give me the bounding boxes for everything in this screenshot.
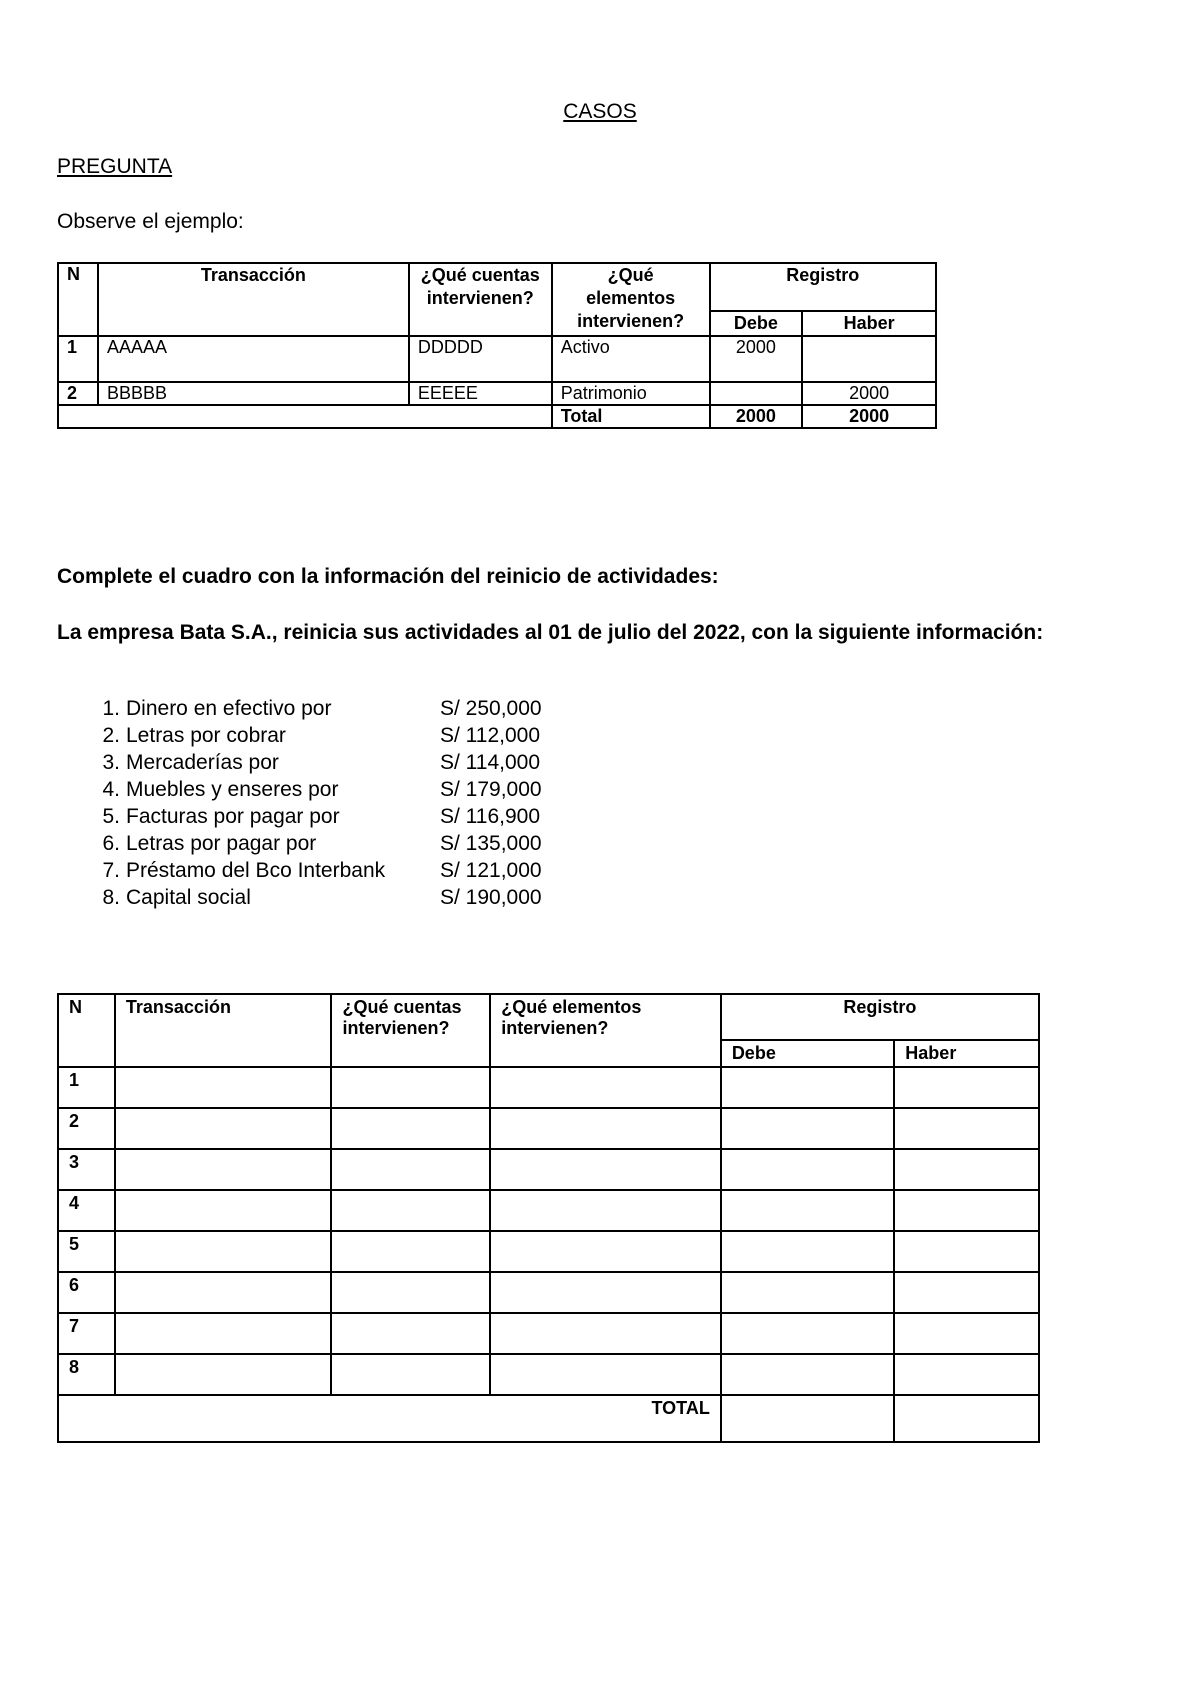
example-total-haber: 2000: [802, 405, 936, 428]
item-number: 8.: [102, 886, 120, 909]
item-amount: S/ 116,900: [440, 805, 541, 828]
example-row-haber: 2000: [802, 382, 936, 405]
total-debe-cell[interactable]: [721, 1395, 894, 1442]
item-amount: S/ 179,000: [440, 778, 542, 801]
debe-cell[interactable]: [721, 1149, 894, 1190]
example-row-elementos: Patrimonio: [552, 382, 710, 405]
item-label: Facturas por pagar por: [126, 805, 340, 828]
example-row-haber: [802, 336, 936, 382]
example-row-transaccion: BBBBB: [98, 382, 409, 405]
exercise-header-debe: Debe: [721, 1040, 894, 1067]
example-row-debe: [710, 382, 803, 405]
cuentas-cell[interactable]: [331, 1272, 490, 1313]
example-header-cuentas: ¿Qué cuentas intervienen?: [409, 263, 552, 336]
elementos-cell[interactable]: [490, 1190, 721, 1231]
example-total-debe: 2000: [710, 405, 803, 428]
example-header-registro: Registro: [710, 263, 936, 311]
row-number: 2: [58, 1108, 115, 1149]
haber-cell[interactable]: [894, 1272, 1039, 1313]
table-row: [58, 1067, 1039, 1108]
elementos-cell[interactable]: [490, 1231, 721, 1272]
debe-cell[interactable]: [721, 1231, 894, 1272]
exercise-header-transaccion: Transacción: [115, 994, 332, 1067]
item-number: 6.: [102, 832, 120, 855]
item-label: Muebles y enseres por: [126, 778, 339, 801]
table-row: [58, 1149, 1039, 1190]
item-label: Dinero en efectivo por: [126, 697, 332, 720]
item-number: 1.: [102, 697, 120, 720]
row-number: 8: [58, 1354, 115, 1395]
example-row-transaccion: AAAAA: [98, 336, 409, 382]
exercise-header-haber: Haber: [894, 1040, 1039, 1067]
cuentas-cell[interactable]: [331, 1231, 490, 1272]
haber-cell[interactable]: [894, 1231, 1039, 1272]
item-number: 7.: [102, 859, 120, 882]
transaccion-cell[interactable]: [115, 1190, 332, 1231]
exercise-header-cuentas: ¿Qué cuentas intervienen?: [331, 994, 490, 1067]
example-header-haber: Haber: [802, 311, 936, 336]
row-number: 5: [58, 1231, 115, 1272]
example-row-elementos: Activo: [552, 336, 710, 382]
cuentas-cell[interactable]: [331, 1149, 490, 1190]
item-amount: S/ 190,000: [440, 886, 542, 909]
cuentas-cell[interactable]: [331, 1108, 490, 1149]
example-header-transaccion: Transacción: [98, 263, 409, 336]
elementos-cell[interactable]: [490, 1067, 721, 1108]
row-number: 6: [58, 1272, 115, 1313]
table-row: [58, 1354, 1039, 1395]
document-title: CASOS: [563, 100, 637, 123]
example-total-row: [58, 405, 936, 428]
row-number: 7: [58, 1313, 115, 1354]
debe-cell[interactable]: [721, 1067, 894, 1108]
debe-cell[interactable]: [721, 1108, 894, 1149]
item-number: 5.: [102, 805, 120, 828]
item-label: Letras por pagar por: [126, 832, 317, 855]
table-row: [58, 1231, 1039, 1272]
item-amount: S/ 112,000: [440, 724, 541, 747]
item-label: Capital social: [126, 886, 251, 909]
elementos-cell[interactable]: [490, 1272, 721, 1313]
debe-cell[interactable]: [721, 1272, 894, 1313]
row-number: 1: [58, 1067, 115, 1108]
debe-cell[interactable]: [721, 1190, 894, 1231]
transaccion-cell[interactable]: [115, 1231, 332, 1272]
instruction-text: Complete el cuadro con la información del reinicio de actividades:: [57, 565, 719, 588]
item-label: Préstamo del Bco Interbank: [126, 859, 386, 882]
example-header-debe: Debe: [710, 311, 803, 336]
item-amount: S/ 114,000: [440, 751, 541, 774]
exercise-total-label: TOTAL: [58, 1395, 721, 1442]
exercise-header-n: N: [58, 994, 115, 1067]
item-label: Mercaderías por: [126, 751, 279, 774]
elementos-cell[interactable]: [490, 1149, 721, 1190]
item-amount: S/ 121,000: [440, 859, 542, 882]
haber-cell[interactable]: [894, 1313, 1039, 1354]
item-amount: S/ 250,000: [440, 697, 542, 720]
row-number: 4: [58, 1190, 115, 1231]
company-text: La empresa Bata S.A., reinicia sus actividades al 01 de julio del 2022, con la siguiente información:: [57, 621, 1044, 644]
item-label: Letras por cobrar: [126, 724, 286, 747]
debe-cell[interactable]: [721, 1313, 894, 1354]
cuentas-cell[interactable]: [331, 1313, 490, 1354]
example-row: [58, 382, 936, 405]
item-number: 4.: [102, 778, 120, 801]
cuentas-cell[interactable]: [331, 1354, 490, 1395]
transaccion-cell[interactable]: [115, 1108, 332, 1149]
example-row-cuentas: EEEEE: [409, 382, 552, 405]
transaccion-cell[interactable]: [115, 1067, 332, 1108]
cuentas-cell[interactable]: [331, 1067, 490, 1108]
item-number: 2.: [102, 724, 120, 747]
transaccion-cell[interactable]: [115, 1272, 332, 1313]
row-number: 3: [58, 1149, 115, 1190]
table-row: [58, 1190, 1039, 1231]
elementos-cell[interactable]: [490, 1354, 721, 1395]
example-total-label: Total: [552, 405, 710, 428]
table-row: [58, 1313, 1039, 1354]
transaccion-cell[interactable]: [115, 1149, 332, 1190]
elementos-cell[interactable]: [490, 1313, 721, 1354]
exercise-header-registro: Registro: [721, 994, 1039, 1040]
example-header-elementos: ¿Qué elementos intervienen?: [552, 263, 710, 336]
observe-text: Observe el ejemplo:: [57, 210, 244, 233]
table-row: [58, 1108, 1039, 1149]
exercise-total-row: [58, 1395, 1039, 1442]
example-header-n: N: [58, 263, 98, 336]
example-row: [58, 336, 936, 382]
haber-cell[interactable]: [894, 1149, 1039, 1190]
section-heading: PREGUNTA: [57, 155, 173, 178]
table-row: [58, 1272, 1039, 1313]
debe-cell[interactable]: [721, 1354, 894, 1395]
item-amount: S/ 135,000: [440, 832, 542, 855]
example-row-debe: 2000: [710, 336, 803, 382]
transaccion-cell[interactable]: [115, 1313, 332, 1354]
transaccion-cell[interactable]: [115, 1354, 332, 1395]
example-table: [57, 262, 937, 429]
haber-cell[interactable]: [894, 1190, 1039, 1231]
item-number: 3.: [102, 751, 120, 774]
example-row-cuentas: DDDDD: [409, 336, 552, 382]
total-haber-cell[interactable]: [894, 1395, 1039, 1442]
haber-cell[interactable]: [894, 1108, 1039, 1149]
exercise-table: [57, 993, 1040, 1443]
haber-cell[interactable]: [894, 1067, 1039, 1108]
exercise-header-elementos: ¿Qué elementos intervienen?: [490, 994, 721, 1067]
example-row-n: 1: [58, 336, 98, 382]
cuentas-cell[interactable]: [331, 1190, 490, 1231]
example-row-n: 2: [58, 382, 98, 405]
elementos-cell[interactable]: [490, 1108, 721, 1149]
haber-cell[interactable]: [894, 1354, 1039, 1395]
